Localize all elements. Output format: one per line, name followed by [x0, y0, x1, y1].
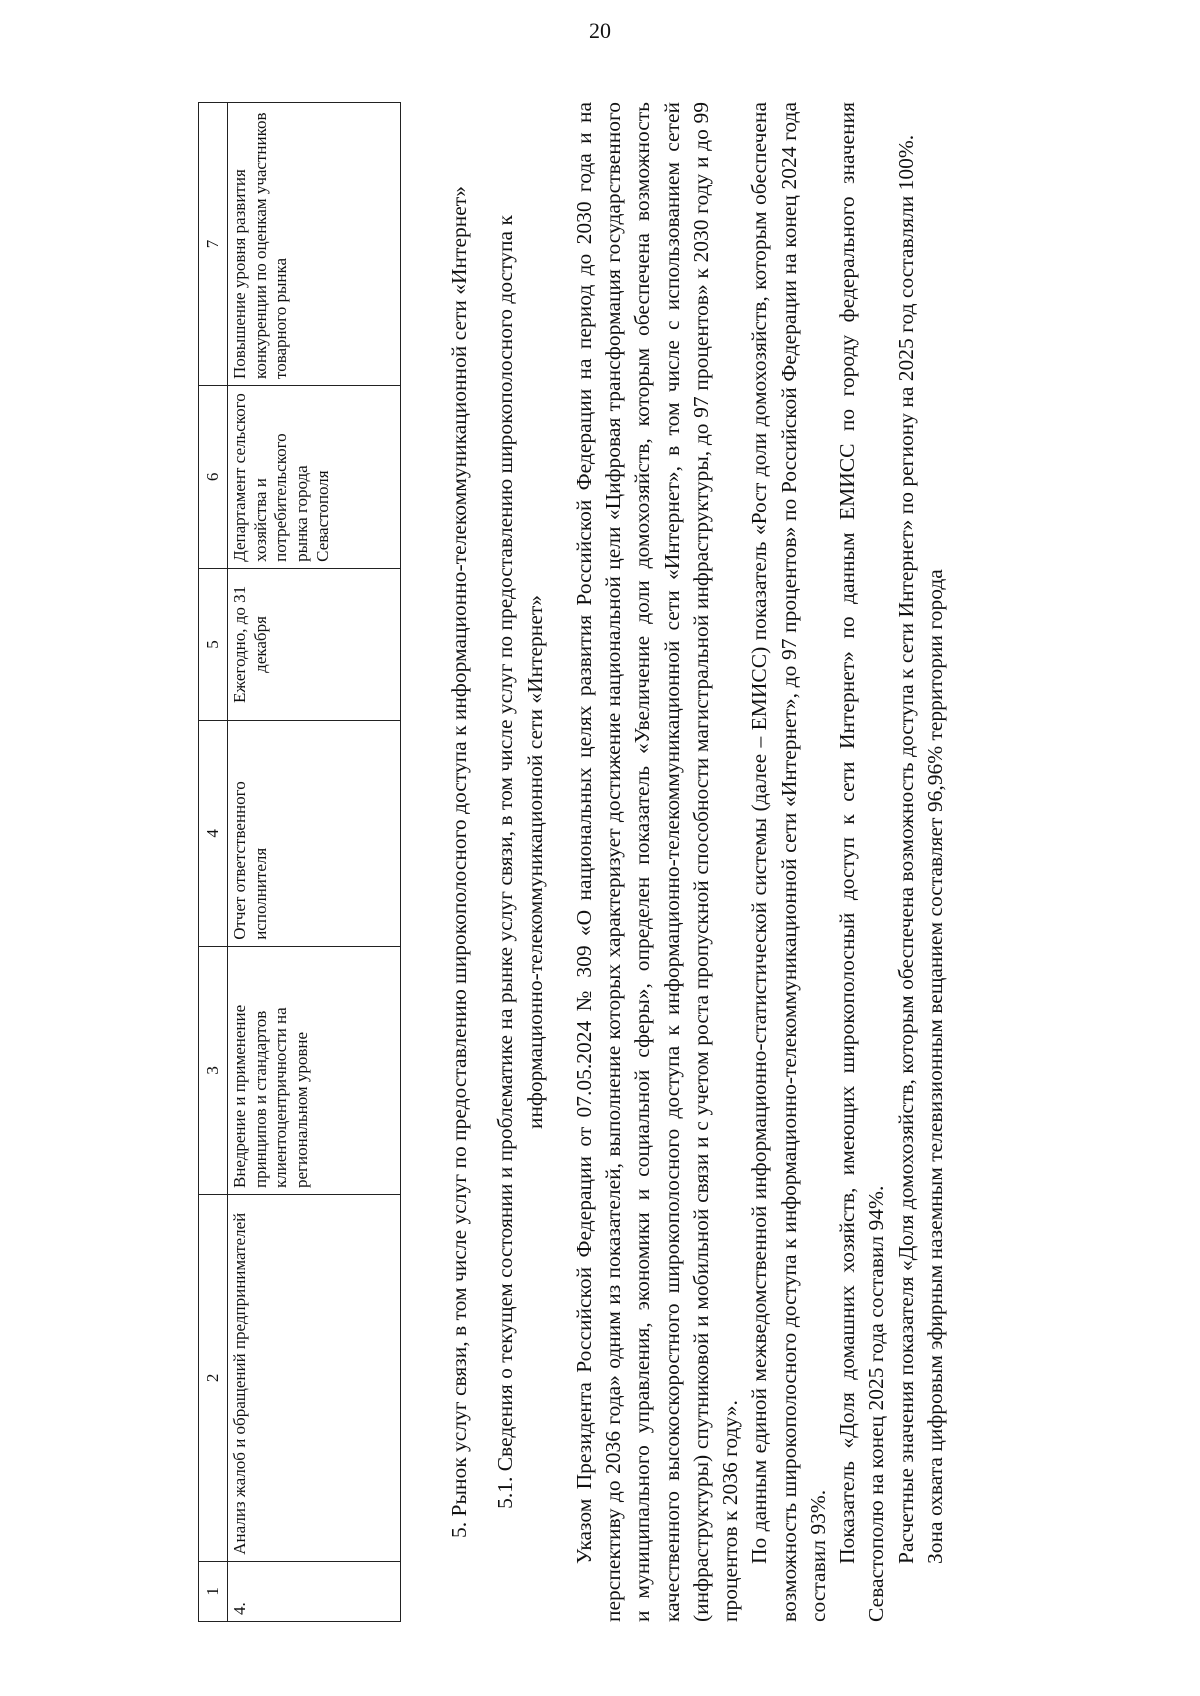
paragraph: Расчетные значения показателя «Доля домохозяйств, которым обеспечена возможность доступа к сети Интернет» по региону на 2025 год составляли 100%. — [893, 134, 918, 1564]
header-col-6: 6 — [199, 386, 228, 569]
paragraph: Указом Президента Российской Федерации от 07.05.2024 № 309 «О национальных целях развития Российской Федерации на период до 2030 года и на перспективу до 2036 года» одним из показателей, выполнение которых характеризует достижение национальной цели «Цифровая трансформация государственного и муниципального управления, экономики и социальной сферы», определен показатель «Увеличение доли домохозяйств, которым обеспечена возможность качественного высокоскоростного широкополосного доступа к информационно-телекоммуникационной сети «Интернет», в том числе с использованием сетей (инфраструктуры) спутниковой и мобильной связи и с учетом роста пропускной способности магистральной инфраструктуры, до 97 процентов» к 2030 году и до 99 процентов к 2036 году». — [572, 102, 743, 1622]
paragraph: Показатель «Доля домашних хозяйств, имеющих широкополосный доступ к сети Интернет» по данным ЕМИСС по городу федерального значения Севастополю на конец 2025 года составил 94%. — [835, 102, 889, 1622]
section-heading: 5. Рынок услуг связи, в том числе услуг по предоставлению широкополосного доступа к информационно-телекоммуникационной сети «Интернет» — [447, 186, 471, 1538]
paragraph: Зона охвата цифровым эфирным наземным телевизионным вещанием составляет 96,96% территории города — [922, 569, 947, 1564]
header-col-3: 3 — [199, 946, 228, 1194]
cell-item: Анализ жалоб и обращений предпринимателей — [228, 1195, 401, 1562]
cell-number: 4. — [228, 1561, 401, 1621]
cell-deadline: Ежегодно, до 31 декабря — [228, 568, 401, 720]
body-text — [570, 102, 950, 1622]
page-number: 20 — [589, 18, 611, 43]
table-header-row — [199, 103, 228, 1622]
header-col-7: 7 — [199, 103, 228, 386]
header-col-2: 2 — [199, 1195, 228, 1562]
cell-executor: Департамент сельского хозяйства и потребительского рынка города Севастополя — [228, 386, 401, 569]
paragraph: По данным единой межведомственной информационно-статистической системы (далее – ЕМИСС) показатель «Рост доли домохозяйств, которым обеспечена возможность широкополосного доступа к информационно-телекоммуникационной сети «Интернет», до 97 процентов» по Российской Федерации на конец 2024 года составил 93%. — [747, 102, 830, 1622]
cell-document: Отчет ответственного исполнителя — [228, 721, 401, 947]
cell-result: Повышение уровня развития конкуренции по оценкам участников товарного рынка — [228, 103, 401, 386]
rotated-page-content — [198, 102, 1108, 1622]
measures-table — [198, 102, 401, 1622]
subsection-heading: 5.1. Сведения о текущем состоянии и проблематике на рынке услуг связи, в том числе услуг по предоставлению широкополосного доступа к информационно-телекоммуникационной сети «Интернет» — [493, 215, 548, 1509]
cell-measure: Внедрение и применение принципов и стандартов клиентоцентричности на региональном уровне — [228, 946, 401, 1194]
header-col-1: 1 — [199, 1561, 228, 1621]
header-col-5: 5 — [199, 568, 228, 720]
header-col-4: 4 — [199, 721, 228, 947]
table-row — [228, 103, 401, 1622]
